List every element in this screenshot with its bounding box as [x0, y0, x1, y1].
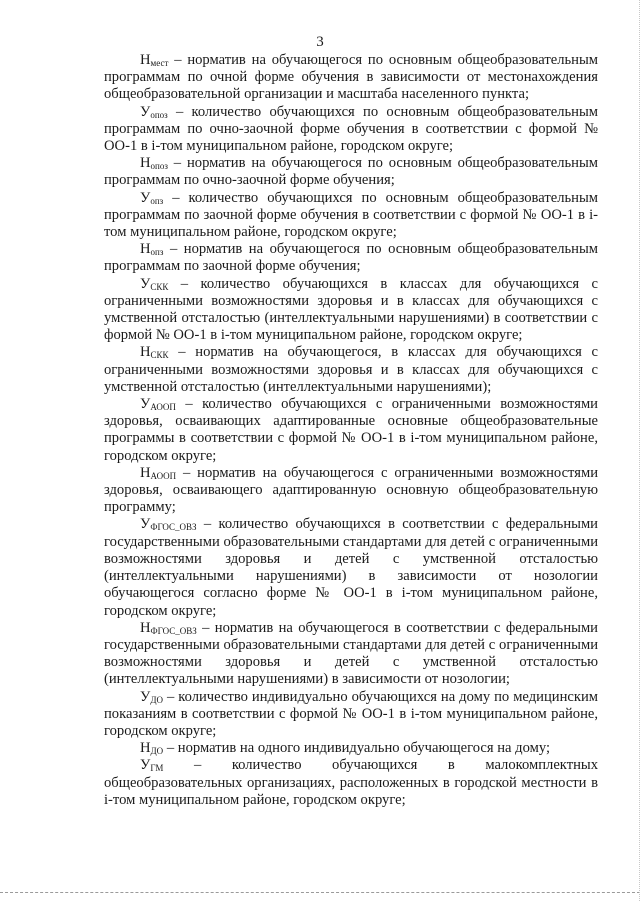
symbol: $У_{АООП}$ [140, 396, 176, 413]
document-body [104, 52, 598, 809]
symbol: $Н_{АООП}$ [140, 464, 177, 481]
definition-paragraph: $У_{ФГОС\_ОВЗ}$ – количество обучающихся в соответствии с федеральными государственными образовательными стандартами для детей с ограниченными возможностями здоровья и детей с умственной отсталостью (интеллектуальными нарушениями) в зависимости от нозологии обучающегося согласно форме № ОО-1 в і-том муниципальном районе, городском округе; [104, 516, 598, 619]
definition-paragraph: $Н_{ФГОС\_ОВЗ}$ – норматив на обучающегося в соответствии с федеральными государственными образовательными стандартами для детей с ограниченными возможностями здоровья и детей с умственной отсталостью (интеллектуальными нарушениями) в зависимости от нозологии; [104, 619, 598, 688]
definition-paragraph: $У_{опз}$ – количество обучающихся по основным общеобразовательным программам по заочной форме обучения в соответствии с формой № ОО-1 в і-том муниципальном районе, городском округе; [104, 189, 598, 241]
symbol: $Н_{опоз}$ [140, 155, 168, 172]
symbol: $Н_{опз}$ [140, 241, 164, 258]
symbol: $У_{ФГОС\_ОВЗ}$ [140, 516, 197, 533]
definition-paragraph: $У_{СКК}$ – количество обучающихся в классах для обучающихся с ограниченными возможностями здоровья и в классах для обучающихся с умственной отсталостью (интеллектуальными нарушениями) в соответствии с формой № ОО-1 в і-том муниципальном районе, городском округе; [104, 275, 598, 344]
symbol: $У_{ДО}$ [140, 688, 163, 705]
scan-bottom-edge [0, 892, 640, 893]
symbol: $Н_{ФГОС\_ОВЗ}$ [140, 619, 197, 636]
definition-paragraph: $Н_{опоз}$ – норматив на обучающегося по основным общеобразовательным программам по очно-заочной форме обучения; [104, 155, 598, 189]
definition-paragraph: $Н_{мест}$ – норматив на обучающегося по основным общеобразовательным программам по очной форме обучения в зависимости от местонахождения общеобразовательной организации и масштаба населенного пункта; [104, 52, 598, 103]
symbol: $Н_{мест}$ [140, 52, 169, 68]
symbol: $Н_{СКК}$ [140, 344, 169, 361]
symbol: $У_{ГМ}$ [140, 757, 164, 774]
definition-paragraph: $У_{опоз}$ – количество обучающихся по основным общеобразовательным программам по очно-заочной форме обучения в соответствии с формой № ОО-1 в і-том муниципальном районе, городском округе; [104, 103, 598, 155]
definition-paragraph: $У_{ГМ}$ – количество обучающихся в малокомплектных общеобразовательных организациях, расположенных в городской местности в і-том муниципальном районе, городском округе; [104, 757, 598, 808]
symbol: $У_{опз}$ [140, 189, 164, 206]
definition-paragraph: $Н_{ДО}$ – норматив на одного индивидуально обучающегося на дому; [140, 740, 551, 757]
definition-paragraph: $Н_{опз}$ – норматив на обучающегося по основным общеобразовательным программам по заочной форме обучения; [104, 241, 598, 275]
definition-paragraph: $У_{ДО}$ – количество индивидуально обучающихся на дому по медицинским показаниям в соответствии с формой № ОО-1 в і-том муниципальном районе, городском округе; [104, 688, 598, 739]
symbol: $Н_{ДО}$ [140, 740, 164, 757]
symbol: $У_{опоз}$ [140, 103, 168, 120]
definition-paragraph: $Н_{АООП}$ – норматив на обучающегося с ограниченными возможностями здоровья, осваивающего адаптированную основную общеобразовательную программу; [104, 464, 598, 516]
page-number: 3 [316, 34, 324, 50]
definition-paragraph: $У_{АООП}$ – количество обучающихся с ограниченными возможностями здоровья, осваивающих адаптированные основные общеобразовательные программы в соответствии с формой № ОО-1 в і-том муниципальном районе, городском округе; [104, 396, 598, 464]
symbol: $У_{СКК}$ [140, 275, 169, 292]
definition-paragraph: $Н_{СКК}$ – норматив на обучающегося, в классах для обучающихся с ограниченными возможностями здоровья и в классах для обучающихся с умственной отсталостью (интеллектуальными нарушениями); [104, 344, 598, 395]
